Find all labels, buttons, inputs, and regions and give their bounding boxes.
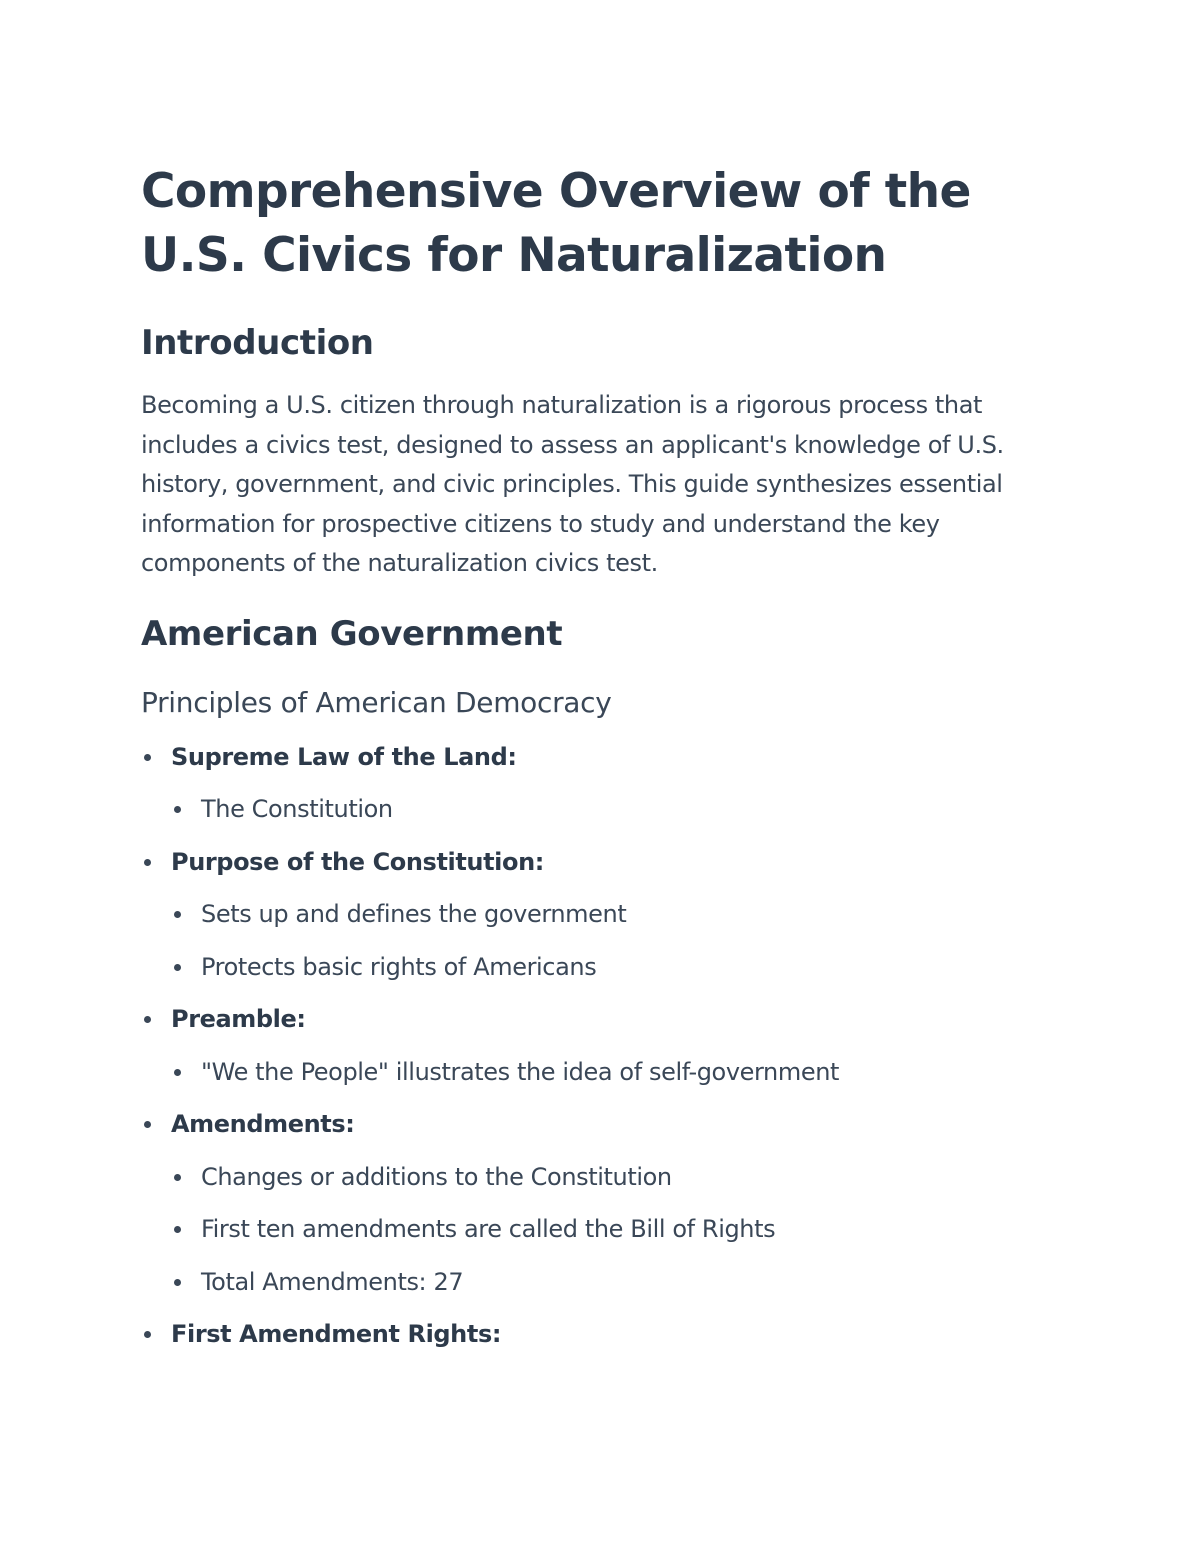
bullet-icon [174,911,181,918]
sub-list-item-text: Total Amendments: 27 [201,1267,464,1296]
list-item-label: Amendments: [171,1110,355,1138]
sub-list-item [171,898,1061,930]
list-item [141,1003,1061,1088]
sub-list-item [171,1161,1061,1193]
list-item [141,741,1061,826]
sub-list-item-text: Sets up and defines the government [201,900,627,928]
list-item-label: Preamble: [171,1005,306,1033]
bullet-icon [174,964,181,971]
bullet-icon [144,859,151,866]
principles-heading: Principles of American Democracy [141,685,612,719]
sub-list-item-text: The Constitution [201,795,393,823]
sub-list-item [171,1213,1061,1245]
bullet-icon [144,1016,151,1023]
sub-list-item [171,1266,1061,1298]
document-page [141,160,1061,1371]
sub-list-item-text: First ten amendments are called the Bill of Rights [201,1215,776,1243]
list-item [141,1318,1061,1350]
bullet-icon [144,754,151,761]
list-item-label: First Amendment Rights: [171,1320,502,1348]
sub-list-item-text: Changes or additions to the Constitution [201,1162,672,1191]
sub-list [171,793,1061,825]
sub-list-item-text: Protects basic rights of Americans [201,952,597,981]
bullet-icon [174,1069,181,1076]
list-item [141,1108,1061,1298]
sub-list-item [171,1056,1061,1088]
introduction-heading: Introduction [141,323,374,363]
bullet-icon [174,1226,181,1233]
sub-list-item [171,793,1061,825]
list-item-label: Purpose of the Constitution: [171,847,544,876]
bullet-icon [144,1331,151,1338]
sub-list [171,1056,1061,1088]
sub-list-item [171,951,1061,983]
sub-list [171,898,1061,983]
american-government-heading: American Government [141,613,563,654]
bullet-icon [174,1174,181,1181]
bullet-icon [174,1279,181,1286]
bullet-icon [174,806,181,813]
sub-list-item-text: "We the People" illustrates the idea of self-government [201,1057,840,1086]
principles-list [141,741,1061,1351]
list-item-label: Supreme Law of the Land: [171,742,517,771]
sub-list [171,1161,1061,1298]
list-item [141,846,1061,983]
introduction-paragraph: Becoming a U.S. citizen through naturalization is a rigorous process that includes a civics test, designed to assess an applicant's knowledge of U.S. history, government, and civic principles. This guide synthesizes essential information for prospective citizens to study and understand the key components of the naturalization civics test. [141,391,1004,577]
bullet-icon [144,1121,151,1128]
document-title: Comprehensive Overview of the U.S. Civics for Naturalization [141,164,971,283]
